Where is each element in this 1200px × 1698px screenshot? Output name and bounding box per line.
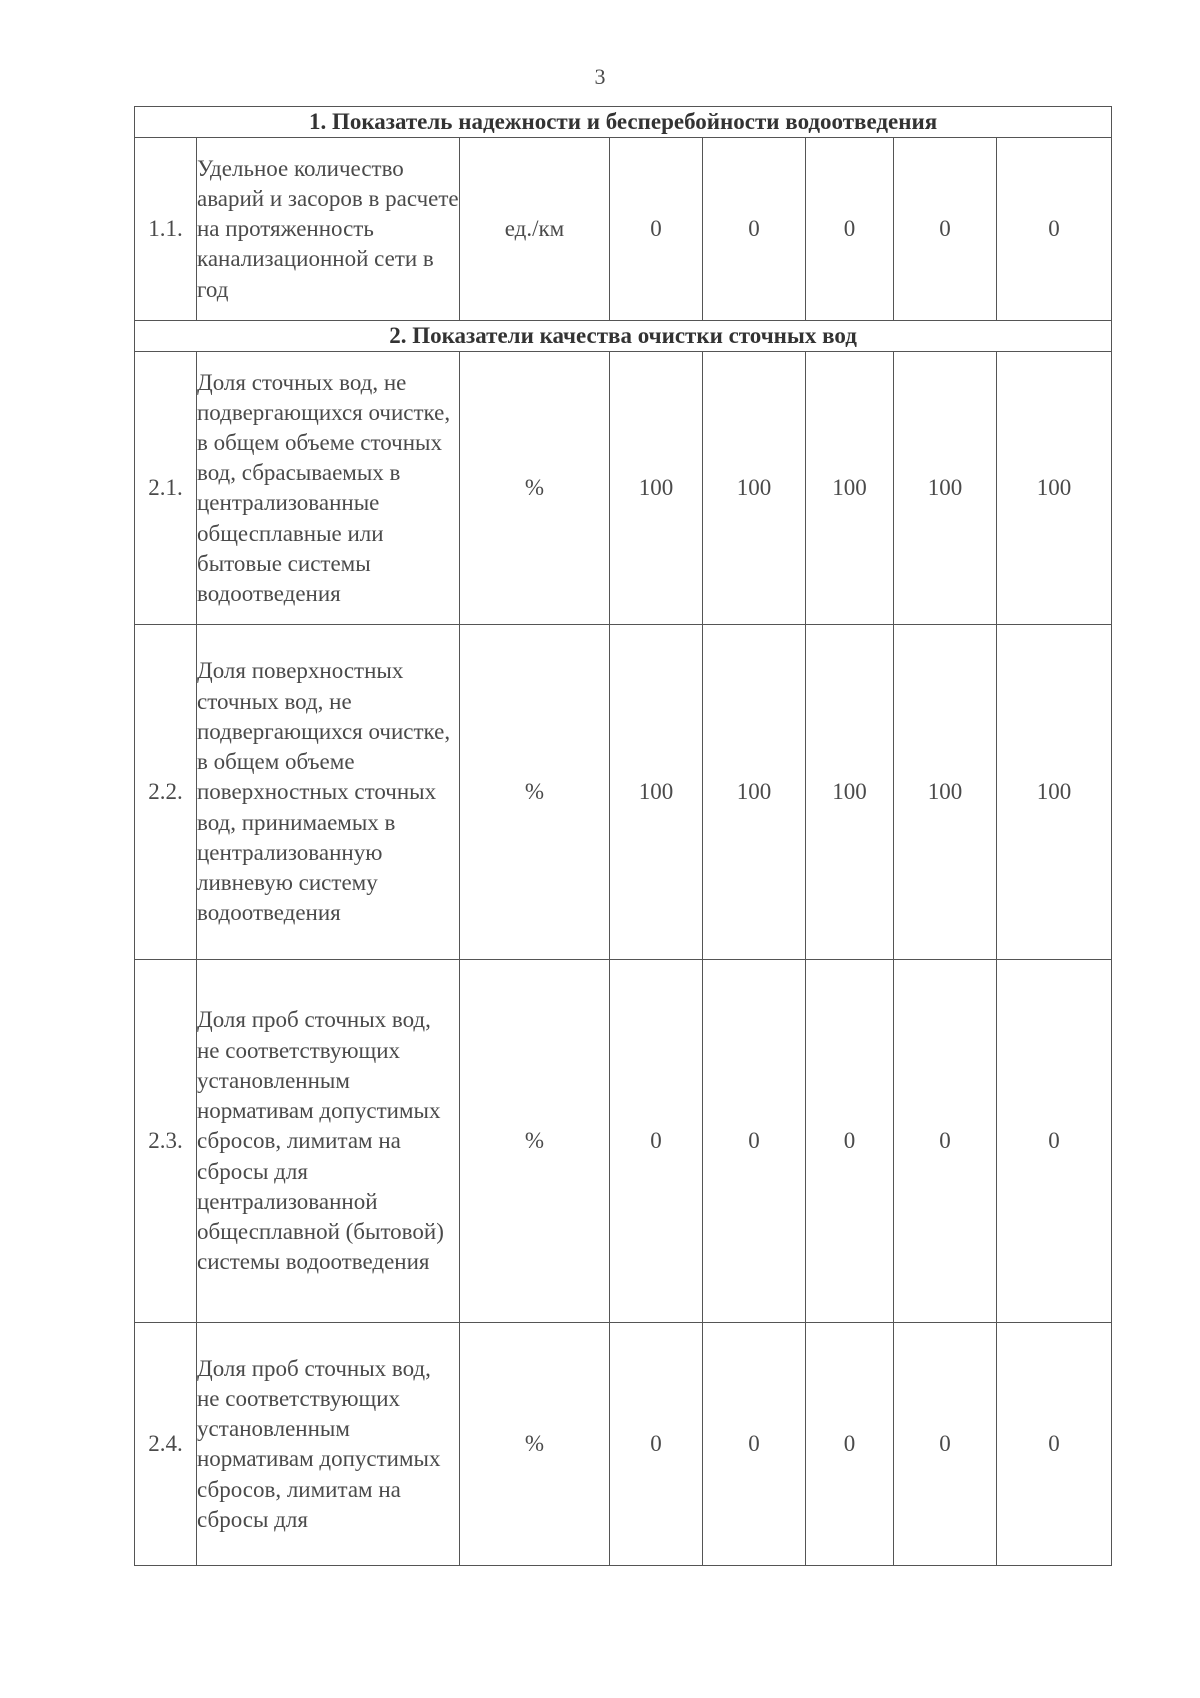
value-cell: 0 bbox=[610, 138, 703, 321]
value-cell: 100 bbox=[997, 352, 1112, 625]
table-row bbox=[135, 1323, 1112, 1566]
table-row bbox=[135, 625, 1112, 960]
indicator-name: Доля поверхностных сточных вод, не подвергающихся очистке, в общем объеме поверхностных сточных вод, принимаемых в централизованную ливневую систему водоотведения bbox=[197, 625, 460, 960]
value-cell: 100 bbox=[703, 352, 806, 625]
value-cell: 0 bbox=[703, 960, 806, 1323]
value-cell: 0 bbox=[806, 138, 894, 321]
value-cell: 0 bbox=[894, 960, 997, 1323]
indicator-name: Доля проб сточных вод, не соответствующих установленным нормативам допустимых сбросов, лимитам на сбросы для bbox=[197, 1323, 460, 1566]
value-cell: 0 bbox=[610, 960, 703, 1323]
value-cell: 0 bbox=[610, 1323, 703, 1566]
section-title: 2. Показатели качества очистки сточных вод bbox=[135, 321, 1112, 352]
value-cell: 100 bbox=[997, 625, 1112, 960]
value-cell: 0 bbox=[894, 138, 997, 321]
table-row bbox=[135, 960, 1112, 1323]
table-row bbox=[135, 138, 1112, 321]
indicator-name: Удельное количество аварий и засоров в расчете на протяженность канализационной сети в год bbox=[197, 138, 460, 321]
value-cell: 0 bbox=[806, 1323, 894, 1566]
section-header-row bbox=[135, 107, 1112, 138]
value-cell: 0 bbox=[997, 1323, 1112, 1566]
value-cell: 0 bbox=[703, 1323, 806, 1566]
row-number: 2.4. bbox=[135, 1323, 197, 1566]
value-cell: 100 bbox=[610, 625, 703, 960]
section-header-row bbox=[135, 321, 1112, 352]
unit-cell: % bbox=[460, 960, 610, 1323]
row-number: 2.1. bbox=[135, 352, 197, 625]
value-cell: 100 bbox=[894, 625, 997, 960]
unit-cell: % bbox=[460, 1323, 610, 1566]
value-cell: 100 bbox=[894, 352, 997, 625]
value-cell: 0 bbox=[703, 138, 806, 321]
table-row bbox=[135, 352, 1112, 625]
indicators-table bbox=[134, 106, 1112, 1566]
value-cell: 100 bbox=[703, 625, 806, 960]
value-cell: 0 bbox=[997, 138, 1112, 321]
section-title: 1. Показатель надежности и бесперебойности водоотведения bbox=[135, 107, 1112, 138]
indicator-name: Доля проб сточных вод, не соответствующих установленным нормативам допустимых сбросов, лимитам на сбросы для централизованной общесплавной (бытовой) системы водоотведения bbox=[197, 960, 460, 1323]
value-cell: 100 bbox=[806, 352, 894, 625]
row-number: 1.1. bbox=[135, 138, 197, 321]
value-cell: 100 bbox=[806, 625, 894, 960]
unit-cell: % bbox=[460, 625, 610, 960]
value-cell: 0 bbox=[997, 960, 1112, 1323]
value-cell: 0 bbox=[806, 960, 894, 1323]
value-cell: 100 bbox=[610, 352, 703, 625]
page-number: 3 bbox=[594, 64, 606, 89]
unit-cell: % bbox=[460, 352, 610, 625]
row-number: 2.3. bbox=[135, 960, 197, 1323]
unit-cell: ед./км bbox=[460, 138, 610, 321]
indicator-name: Доля сточных вод, не подвергающихся очистке, в общем объеме сточных вод, сбрасываемых в централизованные общесплавные или бытовые системы водоотведения bbox=[197, 352, 460, 625]
value-cell: 0 bbox=[894, 1323, 997, 1566]
row-number: 2.2. bbox=[135, 625, 197, 960]
